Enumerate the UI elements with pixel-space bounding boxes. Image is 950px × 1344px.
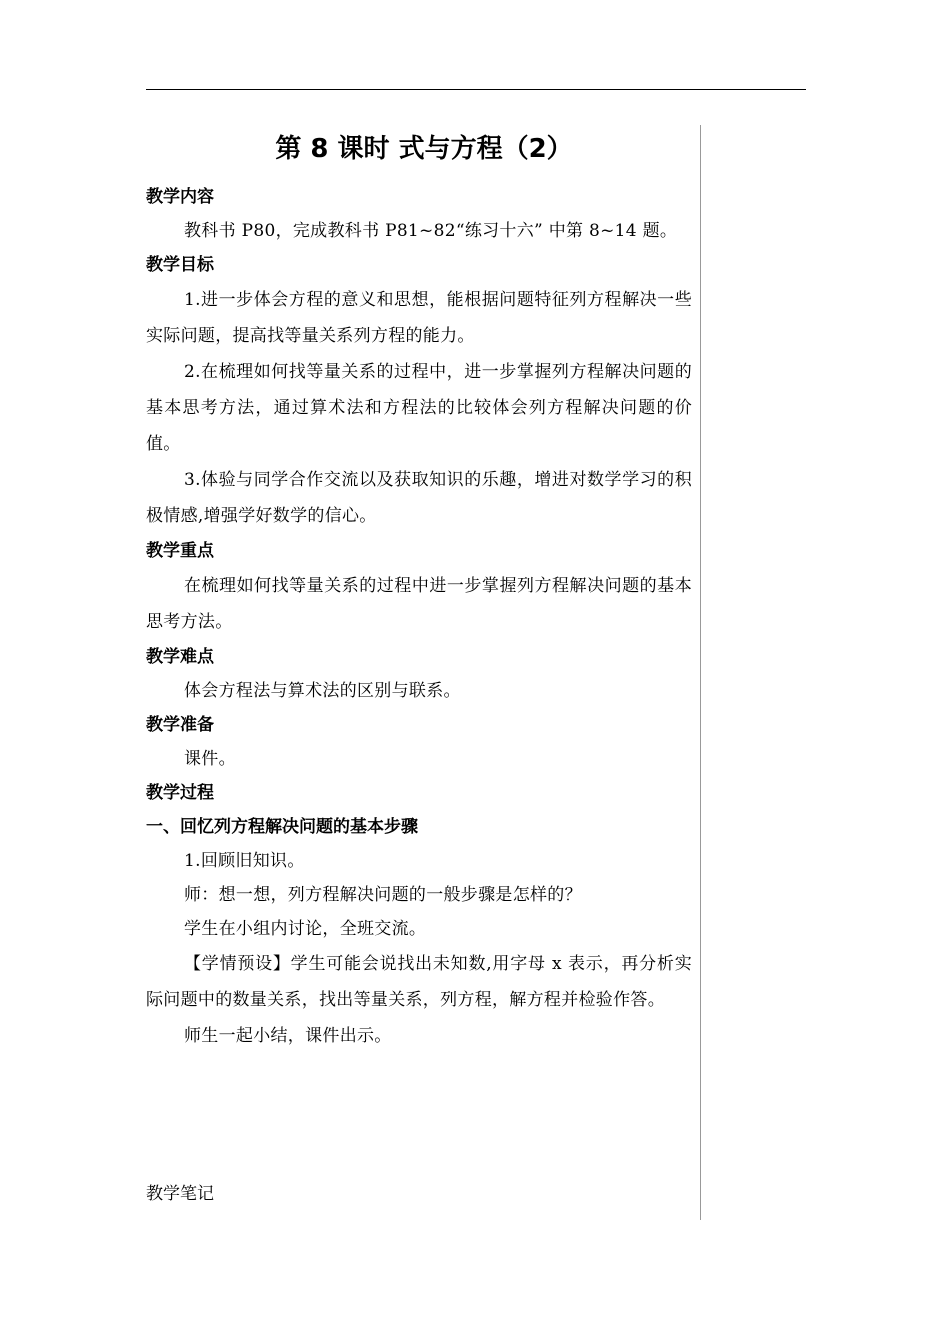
process-paragraph-4: 【学情预设】学生可能会说找出未知数,用字母 x 表示，再分析实际问题中的数量关系，找出等量关系，列方程，解方程并检验作答。 xyxy=(146,954,692,1010)
goal-item-2: 2.在梳理如何找等量关系的过程中，进一步掌握列方程解决问题的基本思考方法，通过算术法和方程法的比较体会列方程解决问题的价值。 xyxy=(146,362,692,454)
key-points-text: 在梳理如何找等量关系的过程中进一步掌握列方程解决问题的基本思考方法。 xyxy=(146,576,692,632)
goal-item-3: 3.体验与同学合作交流以及获取知识的乐趣，增进对数学学习的积极情感,增强学好数学的信心。 xyxy=(146,470,692,526)
section-heading-content: 教学内容 xyxy=(146,187,214,207)
section-heading-goals: 教学目标 xyxy=(146,255,214,275)
process-paragraph-1: 1.回顾旧知识。 xyxy=(184,851,305,871)
page-title: 第 8 课时 式与方程（2） xyxy=(275,134,573,164)
content-text: 教科书 P80，完成教科书 P81~82“练习十六” 中第 8~14 题。 xyxy=(184,221,678,241)
lesson-plan-body xyxy=(146,126,692,1054)
difficulties-text: 体会方程法与算术法的区别与联系。 xyxy=(184,681,461,701)
process-paragraph-5: 师生一起小结，课件出示。 xyxy=(184,1026,392,1046)
teaching-notes-label: 教学笔记 xyxy=(146,1184,214,1204)
preparation-text: 课件。 xyxy=(184,749,236,769)
notes-column-divider xyxy=(700,125,701,1220)
goal-item-1: 1.进一步体会方程的意义和思想，能根据问题特征列方程解决一些实际问题，提高找等量关系列方程的能力。 xyxy=(146,290,692,346)
section-heading-preparation: 教学准备 xyxy=(146,715,214,735)
process-paragraph-3: 学生在小组内讨论，全班交流。 xyxy=(184,919,427,939)
process-paragraph-2: 师：想一想，列方程解决问题的一般步骤是怎样的？ xyxy=(184,885,582,905)
section-heading-difficulties: 教学难点 xyxy=(146,647,214,667)
header-rule xyxy=(146,89,806,90)
process-subheading: 一、回忆列方程解决问题的基本步骤 xyxy=(146,817,418,837)
section-heading-key-points: 教学重点 xyxy=(146,541,214,561)
section-heading-process: 教学过程 xyxy=(146,783,214,803)
